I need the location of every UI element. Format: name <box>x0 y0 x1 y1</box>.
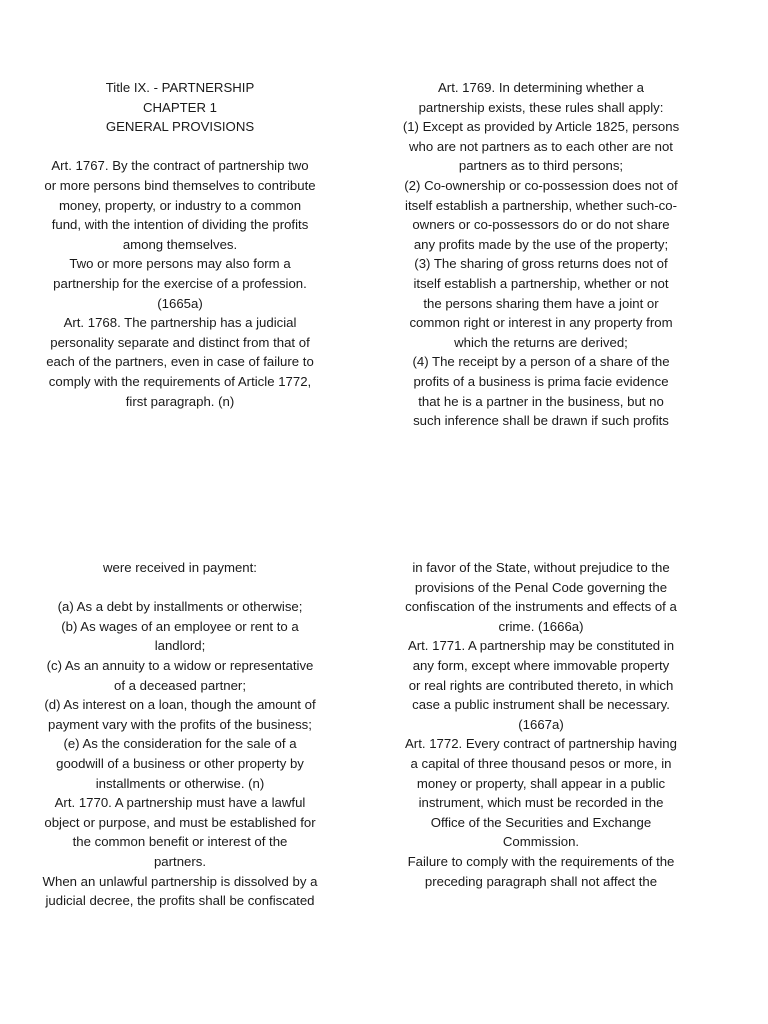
text-line: itself establish a partnership, whether or not <box>413 275 669 291</box>
text-line: or real rights are contributed thereto, in which <box>408 677 674 693</box>
text-line: first paragraph. (n) <box>125 393 235 409</box>
blank-line <box>17 578 343 598</box>
text-line: payment vary with the profits of the business; <box>48 716 312 732</box>
text-block-top-right <box>378 78 704 431</box>
text-line: who are not partners as to each other are not <box>409 138 673 154</box>
text-line: the persons sharing them have a joint or <box>423 295 659 311</box>
text-line: Art. 1772. Every contract of partnership having <box>405 736 677 752</box>
text-line: Art. 1768. The partnership has a judicial <box>63 315 297 331</box>
text-line: comply with the requirements of Article 1772, <box>48 373 312 389</box>
text-line: (1667a) <box>518 716 564 732</box>
text-line: Office of the Securities and Exchange <box>430 814 652 830</box>
text-line: object or purpose, and must be established for <box>44 814 316 830</box>
text-line: Art. 1770. A partnership must have a lawful <box>54 795 306 811</box>
text-line: landlord; <box>154 638 206 654</box>
text-line: money, property, or industry to a common <box>58 197 302 213</box>
text-block-top-left <box>17 78 343 411</box>
text-line: (4) The receipt by a person of a share of the <box>412 354 670 370</box>
text-line: installments or otherwise. (n) <box>95 775 265 791</box>
text-block-bottom-right <box>378 558 704 891</box>
text-line: personality separate and distinct from that of <box>50 334 310 350</box>
text-line: profits of a business is prima facie evidence <box>413 373 669 389</box>
text-block-bottom-left <box>17 558 343 911</box>
text-line: itself establish a partnership, whether such-co- <box>405 197 677 213</box>
text-line: each of the partners, even in case of failure to <box>46 354 314 370</box>
text-line: (e) As the consideration for the sale of a <box>63 736 297 752</box>
text-line: (d) As interest on a loan, though the amount of <box>44 697 316 713</box>
text-line: a capital of three thousand pesos or more, in <box>410 755 672 771</box>
text-line: (a) As a debt by installments or otherwise; <box>57 599 303 615</box>
text-line: such inference shall be drawn if such profits <box>413 413 669 429</box>
text-line: crime. (1666a) <box>498 618 584 634</box>
text-line: case a public instrument shall be necessary. <box>412 697 670 713</box>
text-line: (2) Co-ownership or co-possession does not of <box>404 177 678 193</box>
text-line: (1665a) <box>157 295 203 311</box>
text-line: Commission. <box>502 834 580 850</box>
text-line: (b) As wages of an employee or rent to a <box>61 618 299 634</box>
text-line: were received in payment: <box>103 560 257 575</box>
text-line: goodwill of a business or other property by <box>56 755 304 771</box>
text-line: Title IX. - PARTNERSHIP <box>105 80 255 95</box>
text-line: Two or more persons may also form a <box>69 256 291 272</box>
text-line: owners or co-possessors do or do not share <box>412 217 670 233</box>
text-line: Art. 1769. In determining whether a <box>438 80 644 95</box>
text-line: the common benefit or interest of the <box>72 834 288 850</box>
text-line: partnership for the exercise of a profession. <box>53 275 307 291</box>
text-line: CHAPTER 1 <box>142 99 217 115</box>
text-line: (3) The sharing of gross returns does not of <box>414 256 668 272</box>
text-line: among themselves. <box>122 236 238 252</box>
text-line: Art. 1771. A partnership may be constituted in <box>407 638 675 654</box>
text-line: partners as to third persons; <box>458 158 624 174</box>
text-line: partners. <box>153 853 207 869</box>
text-line: Failure to comply with the requirements of the <box>407 853 675 869</box>
text-line: money or property, shall appear in a public <box>416 775 666 791</box>
text-line: which the returns are derived; <box>454 334 628 350</box>
text-line: that he is a partner in the business, but no <box>418 393 664 409</box>
text-line: partnership exists, these rules shall apply: <box>418 99 664 115</box>
text-line: Art. 1767. By the contract of partnership two <box>51 158 309 174</box>
text-line: GENERAL PROVISIONS <box>105 119 255 135</box>
text-line: or more persons bind themselves to contribute <box>44 177 316 193</box>
text-line: preceding paragraph shall not affect the <box>424 873 658 889</box>
text-line: fund, with the intention of dividing the profits <box>51 217 309 233</box>
text-line: in favor of the State, without prejudice to the <box>412 560 670 575</box>
text-line: When an unlawful partnership is dissolved by a <box>42 873 318 889</box>
text-line: common right or interest in any property from <box>409 315 673 331</box>
text-line: provisions of the Penal Code governing the <box>414 579 668 595</box>
text-line: instrument, which must be recorded in the <box>418 795 664 811</box>
blank-line <box>17 137 343 157</box>
text-line: (1) Except as provided by Article 1825, persons <box>402 119 680 135</box>
text-line: of a deceased partner; <box>114 677 246 693</box>
text-line: confiscation of the instruments and effects of a <box>405 599 677 615</box>
text-line: any form, except where immovable property <box>412 657 670 673</box>
text-line: any profits made by the use of the property; <box>413 236 669 252</box>
text-line: (c) As an annuity to a widow or representative <box>46 657 314 673</box>
text-line: judicial decree, the profits shall be confiscated <box>45 893 315 909</box>
